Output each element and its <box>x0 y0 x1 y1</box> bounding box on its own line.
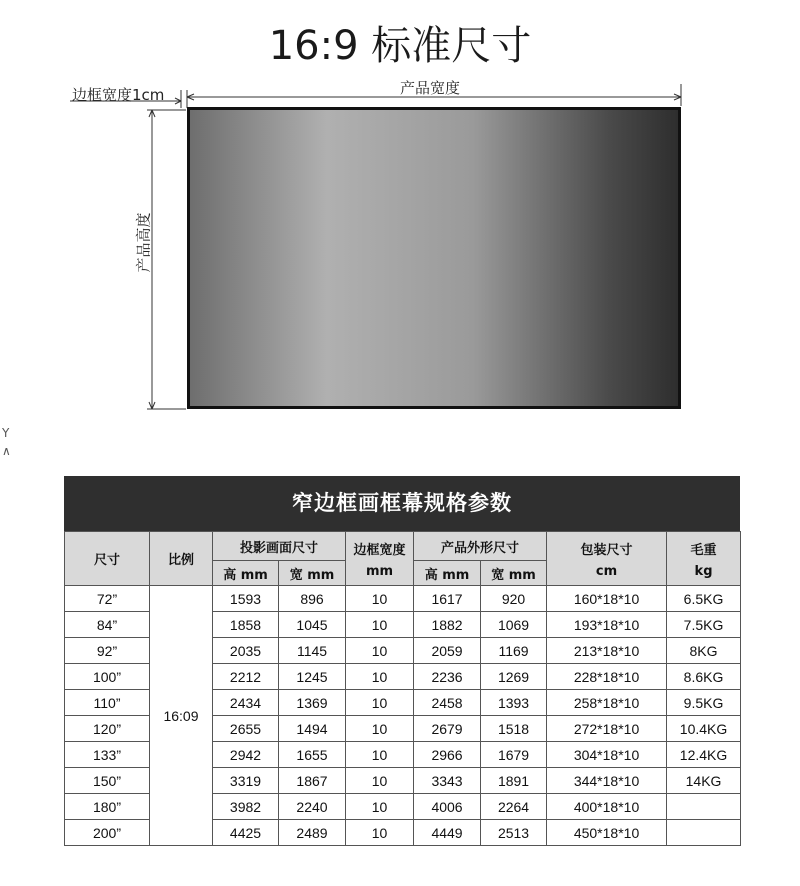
header-projection: 投影画面尺寸 <box>213 532 346 561</box>
edge-mark-caret: ∧ <box>2 444 11 458</box>
product-height-label: 产品高度 <box>134 212 153 273</box>
cell-outer-height: 3343 <box>414 768 481 794</box>
cell-outer-width: 1269 <box>481 664 547 690</box>
cell-frame: 10 <box>346 586 414 612</box>
cell-size: 120” <box>65 716 150 742</box>
cell-proj-height: 2035 <box>213 638 279 664</box>
cell-outer-height: 2236 <box>414 664 481 690</box>
cell-proj-width: 1867 <box>279 768 346 794</box>
cell-size: 133” <box>65 742 150 768</box>
cell-proj-width: 1369 <box>279 690 346 716</box>
header-proj-height: 高 mm <box>213 561 279 586</box>
cell-frame: 10 <box>346 768 414 794</box>
cell-proj-width: 2489 <box>279 820 346 846</box>
header-frame-label: 边框宽度 <box>353 542 406 558</box>
spec-table <box>64 531 741 846</box>
cell-outer-width: 920 <box>481 586 547 612</box>
cell-outer-height: 4449 <box>414 820 481 846</box>
cell-outer-height: 4006 <box>414 794 481 820</box>
cell-proj-width: 1494 <box>279 716 346 742</box>
cell-weight: 12.4KG <box>667 742 741 768</box>
cell-outer-width: 1169 <box>481 638 547 664</box>
cell-frame: 10 <box>346 664 414 690</box>
cell-weight: 9.5KG <box>667 690 741 716</box>
product-width-label: 产品宽度 <box>400 79 461 97</box>
screen-preview <box>187 107 681 409</box>
cell-pack: 450*18*10 <box>547 820 667 846</box>
cell-weight: 6.5KG <box>667 586 741 612</box>
cell-frame: 10 <box>346 638 414 664</box>
cell-outer-width: 2513 <box>481 820 547 846</box>
spec-table-title: 窄边框画框幕规格参数 <box>64 476 740 531</box>
cell-weight: 14KG <box>667 768 741 794</box>
cell-weight: 7.5KG <box>667 612 741 638</box>
cell-outer-width: 1679 <box>481 742 547 768</box>
cell-frame: 10 <box>346 794 414 820</box>
header-pack <box>547 532 667 586</box>
cell-size: 180” <box>65 794 150 820</box>
cell-proj-height: 4425 <box>213 820 279 846</box>
cell-weight: 10.4KG <box>667 716 741 742</box>
cell-outer-width: 1393 <box>481 690 547 716</box>
cell-outer-height: 1617 <box>414 586 481 612</box>
cell-pack: 400*18*10 <box>547 794 667 820</box>
cell-proj-width: 1145 <box>279 638 346 664</box>
cell-proj-width: 896 <box>279 586 346 612</box>
cell-size: 84” <box>65 612 150 638</box>
header-outer-height: 高 mm <box>414 561 481 586</box>
cell-ratio: 16:09 <box>150 586 213 846</box>
header-weight <box>667 532 741 586</box>
spec-table-panel <box>64 476 740 846</box>
cell-proj-height: 2434 <box>213 690 279 716</box>
header-size: 尺寸 <box>65 532 150 586</box>
cell-size: 92” <box>65 638 150 664</box>
header-frame-unit: mm <box>365 563 394 579</box>
cell-frame: 10 <box>346 690 414 716</box>
cell-pack: 228*18*10 <box>547 664 667 690</box>
cell-pack: 304*18*10 <box>547 742 667 768</box>
border-width-label: 边框宽度1cm <box>72 86 165 104</box>
cell-proj-height: 3982 <box>213 794 279 820</box>
header-outer-width: 宽 mm <box>481 561 547 586</box>
cell-frame: 10 <box>346 716 414 742</box>
cell-proj-height: 1593 <box>213 586 279 612</box>
header-pack-unit: cm <box>595 563 618 579</box>
cell-proj-width: 1245 <box>279 664 346 690</box>
cell-size: 200” <box>65 820 150 846</box>
header-weight-label: 毛重 <box>690 542 717 558</box>
cell-size: 110” <box>65 690 150 716</box>
header-outer: 产品外形尺寸 <box>414 532 547 561</box>
cell-size: 150” <box>65 768 150 794</box>
cell-weight: 8KG <box>667 638 741 664</box>
cell-proj-height: 2212 <box>213 664 279 690</box>
cell-proj-height: 2655 <box>213 716 279 742</box>
cell-frame: 10 <box>346 820 414 846</box>
cell-outer-width: 2264 <box>481 794 547 820</box>
cell-weight <box>667 794 741 820</box>
cell-frame: 10 <box>346 742 414 768</box>
edge-mark-y: Y <box>2 426 10 440</box>
header-proj-width: 宽 mm <box>279 561 346 586</box>
cell-outer-height: 2458 <box>414 690 481 716</box>
cell-weight: 8.6KG <box>667 664 741 690</box>
table-row <box>65 586 741 612</box>
cell-pack: 213*18*10 <box>547 638 667 664</box>
cell-outer-width: 1518 <box>481 716 547 742</box>
cell-outer-width: 1069 <box>481 612 547 638</box>
cell-pack: 344*18*10 <box>547 768 667 794</box>
header-ratio: 比例 <box>150 532 213 586</box>
header-weight-unit: kg <box>694 563 713 579</box>
cell-proj-width: 1655 <box>279 742 346 768</box>
cell-pack: 272*18*10 <box>547 716 667 742</box>
cell-pack: 160*18*10 <box>547 586 667 612</box>
cell-proj-width: 2240 <box>279 794 346 820</box>
cell-weight <box>667 820 741 846</box>
cell-proj-height: 1858 <box>213 612 279 638</box>
header-frame <box>346 532 414 586</box>
cell-proj-height: 3319 <box>213 768 279 794</box>
header-pack-label: 包装尺寸 <box>580 542 633 558</box>
cell-outer-height: 2059 <box>414 638 481 664</box>
cell-frame: 10 <box>346 612 414 638</box>
cell-pack: 258*18*10 <box>547 690 667 716</box>
page-title: 16:9 标准尺寸 <box>268 23 532 69</box>
cell-pack: 193*18*10 <box>547 612 667 638</box>
cell-outer-height: 1882 <box>414 612 481 638</box>
cell-outer-height: 2679 <box>414 716 481 742</box>
cell-proj-height: 2942 <box>213 742 279 768</box>
cell-outer-width: 1891 <box>481 768 547 794</box>
cell-proj-width: 1045 <box>279 612 346 638</box>
cell-size: 72” <box>65 586 150 612</box>
cell-size: 100” <box>65 664 150 690</box>
cell-outer-height: 2966 <box>414 742 481 768</box>
